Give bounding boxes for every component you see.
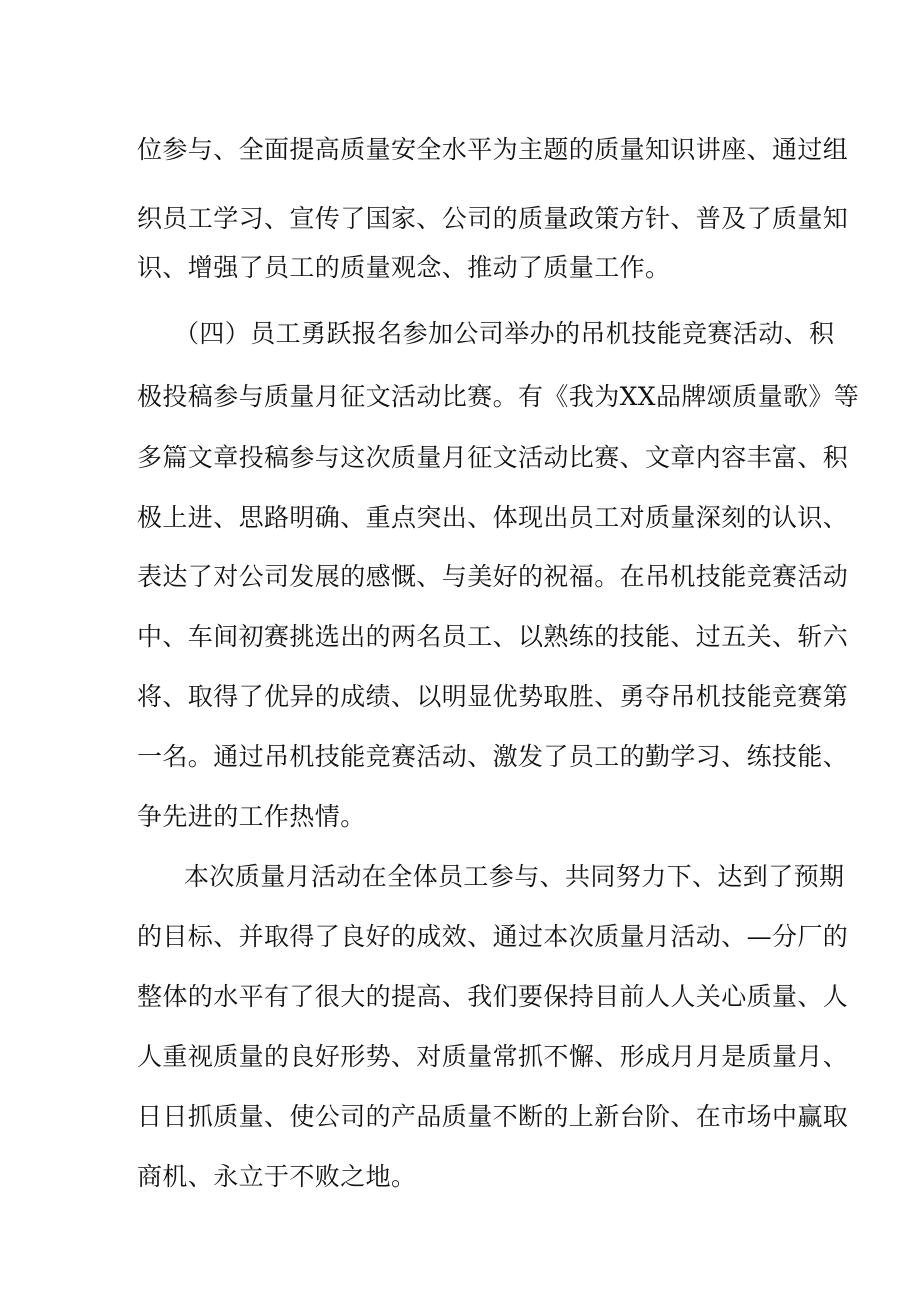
paragraph-2-line-6: 中、车间初赛挑选出的两名员工、以熟练的技能、过五关、斩六	[137, 622, 849, 651]
paragraph-2-line-1: （四）员工勇跃报名参加公司举办的吊机技能竞赛活动、积	[174, 319, 835, 348]
paragraph-1-line-1: 位参与、全面提高质量安全水平为主题的质量知识讲座、通过组	[137, 135, 849, 164]
paragraph-3-line-1: 本次质量月活动在全体员工参与、共同努力下、达到了预期	[184, 862, 845, 891]
paragraph-3-line-6: 商机、永立于不败之地。	[137, 1162, 417, 1191]
paragraph-1-line-3: 识、增强了员工的质量观念、推动了质量工作。	[137, 253, 671, 282]
paragraph-2-line-9: 争先进的工作热情。	[137, 802, 366, 831]
paragraph-2-line-2: 极投稿参与质量月征文活动比赛。有《我为XX品牌颂质量歌》等	[137, 382, 860, 411]
paragraph-3-line-3: 整体的水平有了很大的提高、我们要保持目前人人关心质量、人	[137, 982, 849, 1011]
paragraph-3-line-2: 的目标、并取得了良好的成效、通过本次质量月活动、—分厂的	[137, 922, 849, 951]
paragraph-3-line-5: 日日抓质量、使公司的产品质量不断的上新台阶、在市场中赢取	[137, 1102, 849, 1131]
paragraph-2-line-3: 多篇文章投稿参与这次质量月征文活动比赛、文章内容丰富、积	[137, 443, 849, 472]
paragraph-2-line-5: 表达了对公司发展的感慨、与美好的祝福。在吊机技能竞赛活动	[137, 562, 849, 591]
paragraph-2-line-8: 一名。通过吊机技能竞赛活动、激发了员工的勤学习、练技能、	[137, 742, 849, 771]
paragraph-2-line-7: 将、取得了优异的成绩、以明显优势取胜、勇夺吊机技能竞赛第	[137, 682, 849, 711]
paragraph-3-line-4: 人重视质量的良好形势、对质量常抓不懈、形成月月是质量月、	[137, 1042, 849, 1071]
paragraph-1-line-2: 织员工学习、宣传了国家、公司的质量政策方针、普及了质量知	[137, 204, 849, 233]
paragraph-2-line-4: 极上进、思路明确、重点突出、体现出员工对质量深刻的认识、	[137, 503, 849, 532]
